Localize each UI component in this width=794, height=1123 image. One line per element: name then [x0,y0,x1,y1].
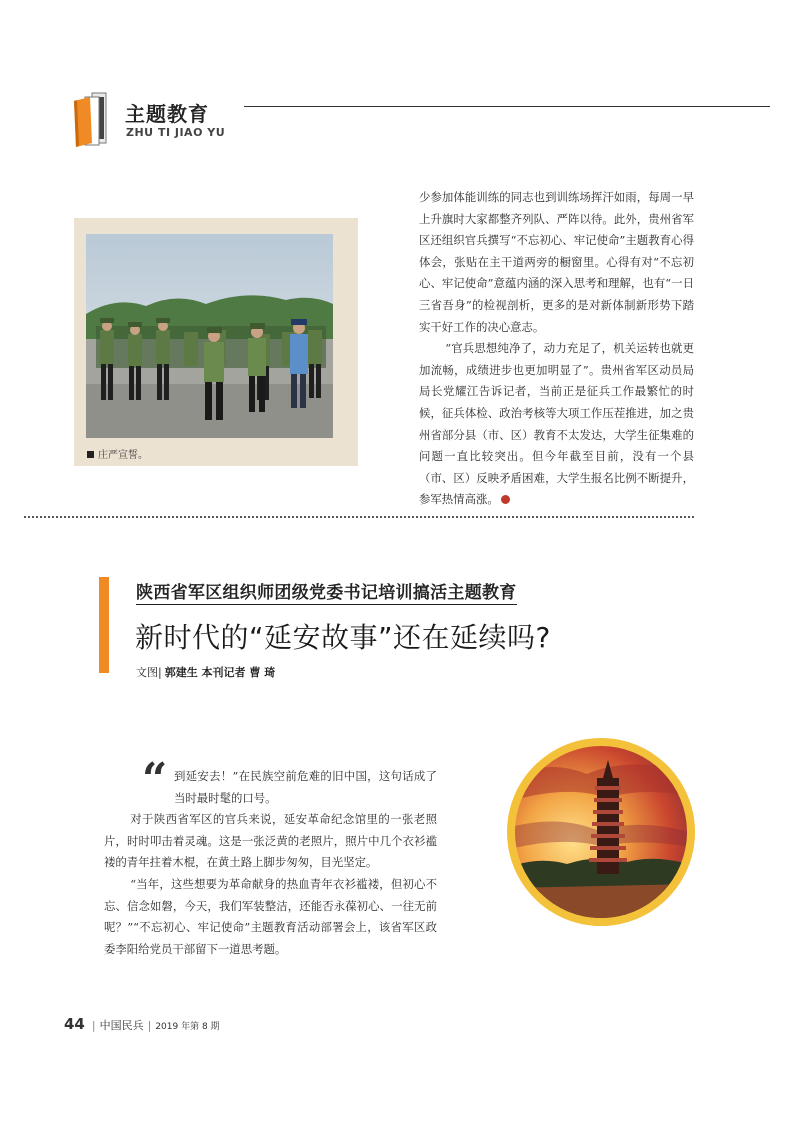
quote-mark: “ [142,754,168,805]
page-number: 44 [64,1015,85,1033]
header-divider [244,106,770,107]
magazine-name: 中国民兵 [99,1019,144,1032]
section-divider [24,516,694,518]
photo-caption: 庄严宣誓。 [87,446,148,461]
byline: 文图| 郭建生 本刊记者 曹 琦 [136,666,276,679]
accent-bar [99,577,109,673]
section-subtitle: ZHU TI JIAO YU [126,126,226,139]
prev-article-body [419,187,694,511]
paragraph: 少参加体能训练的同志也到训练场挥汗如雨，每周一早上升旗时大家都整齐列队、严阵以待。此外，贵州省军区还组织官兵撰写“不忘初心、牢记使命”主题教育心得体会，张贴在主干道两旁的橱窗里。心得有对“不忘初心、牢记使命”意蕴内涵的深入思考和理解，也有“一日三省吾身”的检视剖析，更多的是对新体制新形势下踏实干好工作的决心意志。 [419,190,694,334]
yan-an-pagoda-photo [507,738,695,926]
paragraph: 对于陕西省军区的官兵来说，延安革命纪念馆里的一张老照片，时时叩击着灵魂。这是一张泛黄的老照片，照片中几个衣衫褴褛的青年拄着木棍，在黄土路上脚步匆匆，目光坚定。 [104,812,437,870]
books-icon [72,91,116,147]
article-kicker: 陕西省军区组织师团级党委书记培训搞活主题教育 [136,578,517,605]
paragraph: “当年，这些想要为革命献身的热血青年衣衫褴褛，但初心不忘、信念如磐，今天，我们军装整洁，还能否永葆初心、一往无前呢？”“不忘初心、牢记使命”主题教育活动部署会上，该省军区政委李阳给党员干部留下一道思考题。 [104,876,437,956]
soldiers-oath-photo [86,234,333,438]
page-footer: 44 | 中国民兵 | 2019 年第 8 期 [64,1015,220,1033]
paragraph: “官兵思想纯净了，动力充足了，机关运转也就更加流畅，成绩进步也更加明显了”。贵州省军区动员局局长党耀江告诉记者，当前正是征兵工作最繁忙的时候，征兵体检、政治考核等大项工作压茬推进，加之贵州省部分县（市、区）教育不太发达，大学生征集难的问题一直比较突出。但今年截至目前，没有一个县（市、区）反映矛盾困难，大学生报名比例不断提升，参军热情高涨。 M [419,341,694,507]
issue-date: 2019 年第 8 期 [155,1022,220,1032]
end-mark-icon: M [501,495,510,504]
paragraph: 到延安去！”在民族空前危难的旧中国，这句话成了当时最时髦的口号。 [174,769,437,805]
section-title: 主题教育 [125,102,209,126]
article-headline: 新时代的“延安故事”还在延续吗? [135,621,551,654]
article-lead [104,766,437,960]
